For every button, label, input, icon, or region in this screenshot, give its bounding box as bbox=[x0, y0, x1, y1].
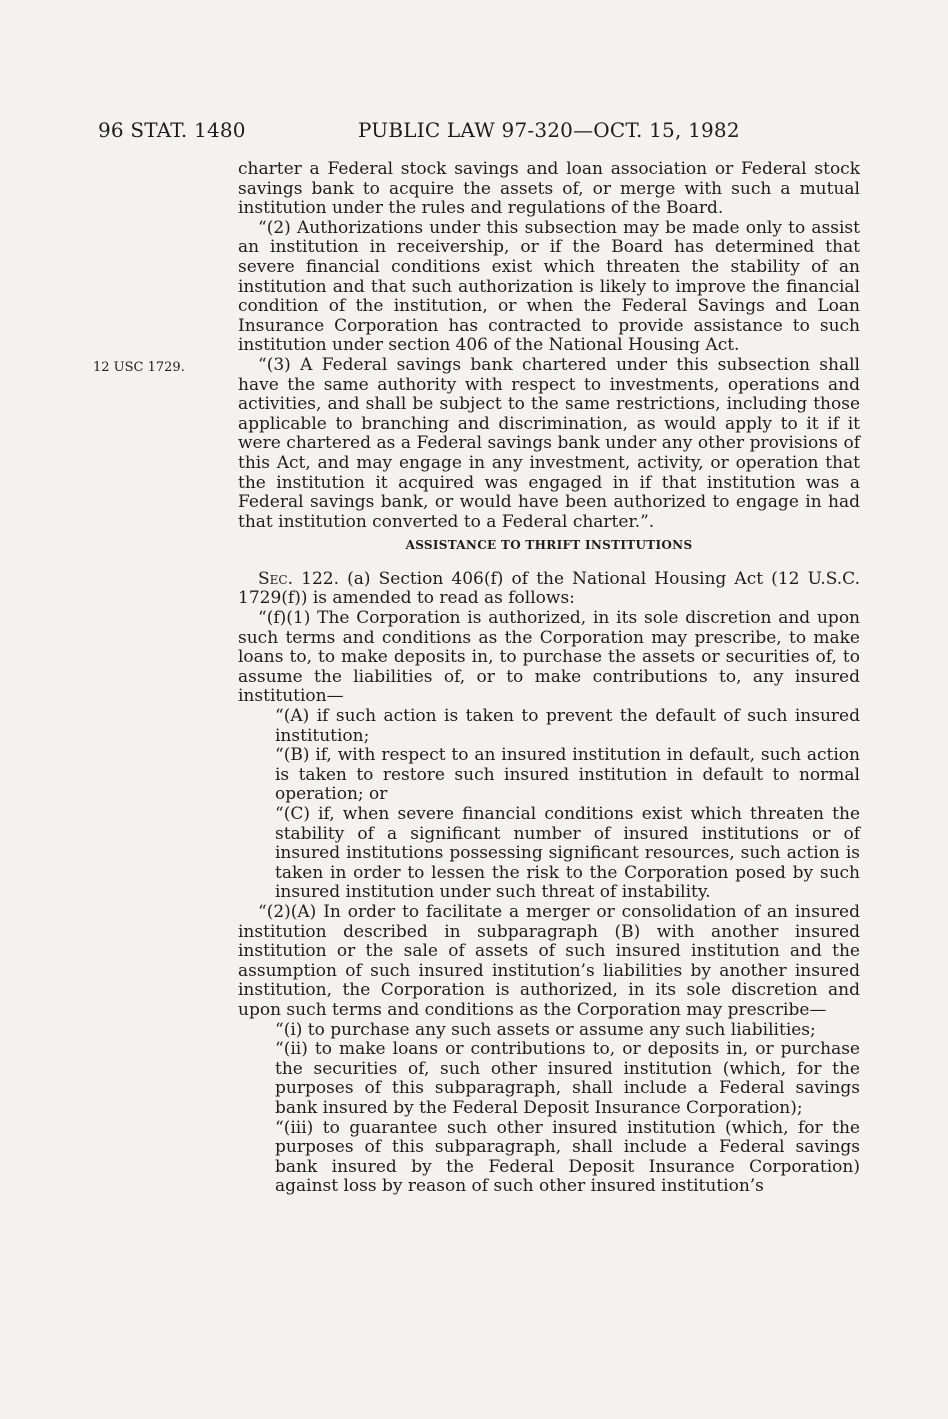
paragraph-3: “(3) A Federal savings bank chartered under this subsection shall have the same authority with respect to investments, operations and activities, and shall be subject to the same restrictions, including those applicable to branching and discrimination, as would apply to it if it were chartered as a Federal savings bank under any other provisions of this Act, and may engage in any investment, activity, or operation that the institution it acquired was engaged in if that institution was a Federal savings bank, or would have been authorized to engage in had that institution converted to a Federal charter.”. bbox=[238, 354, 860, 532]
stat-reference: 96 STAT. 1480 bbox=[98, 118, 246, 142]
section-122-text: 122. (a) Section 406(f) of the National Housing Act (12 U.S.C. 1729(f)) is amended to read as follows: bbox=[238, 568, 860, 609]
subparagraph-list bbox=[238, 707, 860, 903]
paragraph-f1: “(f)(1) The Corporation is authorized, in its sole discretion and upon such terms and conditions as the Corporation may prescribe, to make loans to, to make deposits in, to purchase the assets or securities of, to assume the liabilities of, or to make contributions to, any insured institution— bbox=[238, 608, 860, 707]
statute-body bbox=[238, 160, 860, 1197]
paragraph-2A: “(2)(A) In order to facilitate a merger or consolidation of an insured institution described in subparagraph (B) with another insured institution or the sale of assets of such insured institution and the assumption of such insured institution’s liabilities by another insured institution, the Corporation is authorized, in its sole discretion and upon such terms and conditions as the Corporation may prescribe— bbox=[238, 901, 860, 1020]
clause-list bbox=[238, 1021, 860, 1197]
section-122-intro bbox=[238, 570, 860, 609]
section-label: Sec. bbox=[258, 568, 293, 589]
subparagraph-A: “(A) if such action is taken to prevent the default of such insured institution; bbox=[275, 706, 860, 746]
subparagraph-C: “(C) if, when severe financial conditions exist which threaten the stability of a significant number of insured institutions or of insured institutions possessing significant resources, such action is taken in order to lessen the risk to the Corporation posed by such insured institution under such threat of instability. bbox=[275, 804, 860, 903]
clause-ii: “(ii) to make loans or contributions to, or deposits in, or purchase the securities of, such other insured institution (which, for the purposes of this subparagraph, shall include a Federal savings bank insured by the Federal Deposit Insurance Corporation); bbox=[275, 1039, 860, 1118]
paragraph-2: “(2) Authorizations under this subsection may be made only to assist an institution in receivership, or if the Board has determined that severe financial conditions exist which threaten the stability of an institution and that such authorization is likely to improve the financial condition of the institution, or when the Federal Savings and Loan Insurance Corporation has contracted to provide assistance to such institution under section 406 of the National Housing Act. bbox=[238, 217, 860, 356]
section-heading: ASSISTANCE TO THRIFT INSTITUTIONS bbox=[405, 538, 693, 553]
paragraph-continuation: charter a Federal stock savings and loan association or Federal stock savings bank to acquire the assets of, or merge with such a mutual institution under the rules and regulations of the Board. bbox=[238, 159, 860, 219]
subparagraph-B: “(B) if, with respect to an insured institution in default, such action is taken to restore such insured institution in default to normal operation; or bbox=[275, 745, 860, 805]
clause-i: “(i) to purchase any such assets or assume any such liabilities; bbox=[275, 1019, 816, 1040]
margin-citation: 12 USC 1729. bbox=[93, 360, 185, 375]
clause-iii: “(iii) to guarantee such other insured institution (which, for the purposes of this subparagraph, shall include a Federal savings bank insured by the Federal Deposit Insurance Corporation) against loss by reason of such other insured institution’s bbox=[275, 1117, 860, 1197]
page-title: PUBLIC LAW 97-320—OCT. 15, 1982 bbox=[358, 118, 740, 142]
